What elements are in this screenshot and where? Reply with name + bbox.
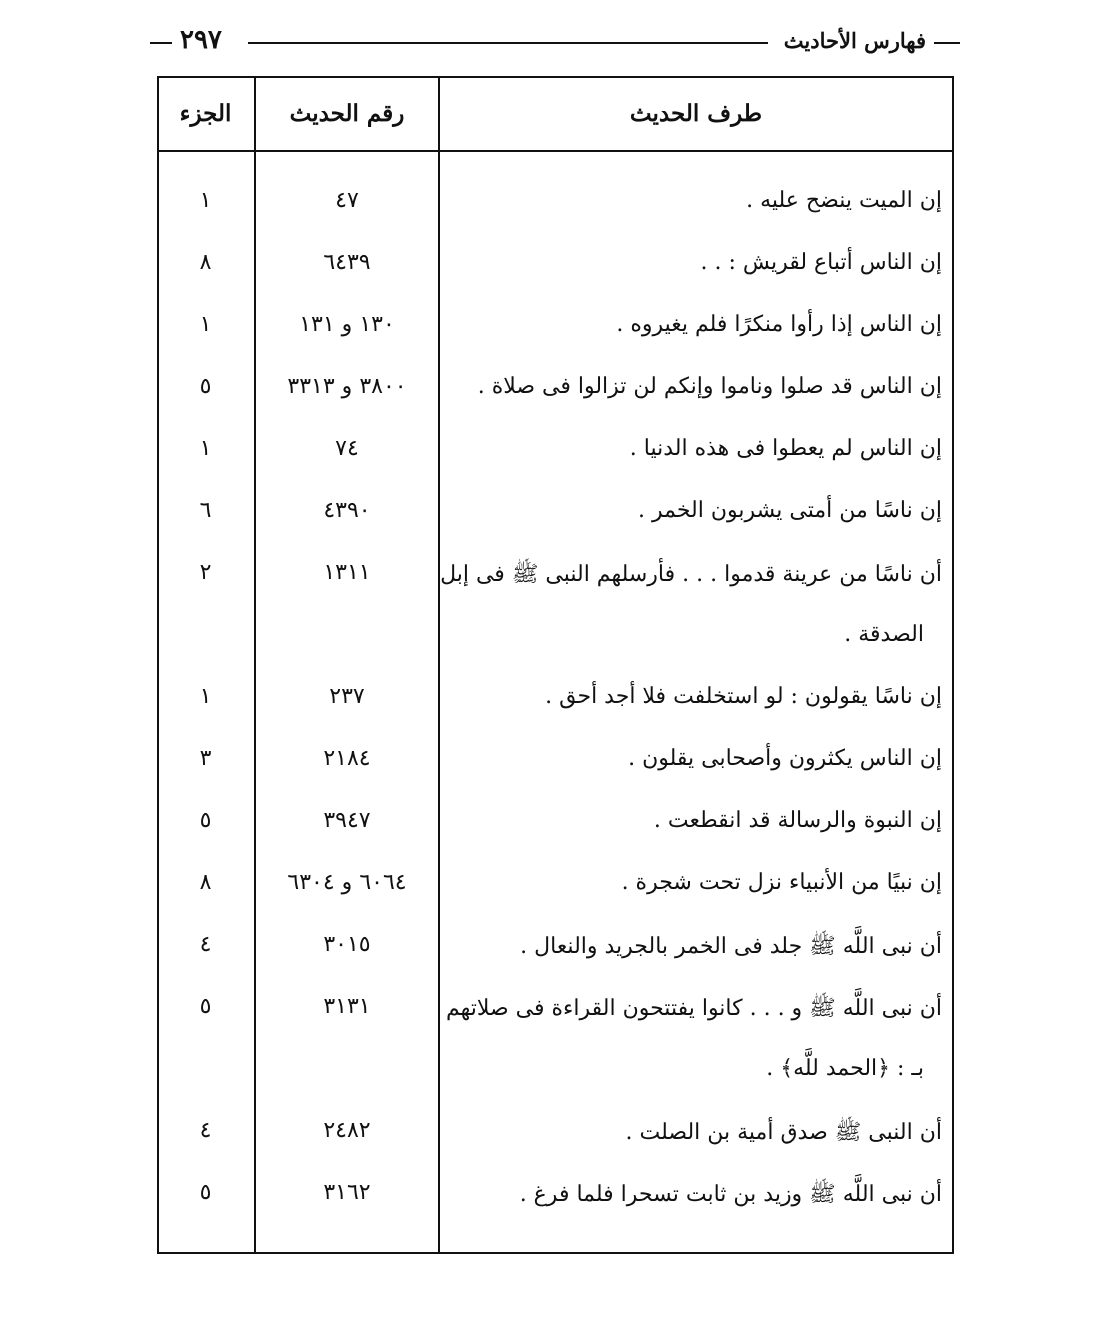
column-header-volume: الجزء xyxy=(179,100,232,127)
hadith-number: ١٣١١ xyxy=(323,560,371,585)
volume-number: ٣ xyxy=(199,746,212,771)
table-row xyxy=(159,622,952,662)
header-rule-left xyxy=(150,42,172,44)
volume-number: ٥ xyxy=(199,1180,212,1205)
hadith-text: إن ناسًا يقولون : لو استخلفت فلا أجد أحق . xyxy=(545,684,942,709)
table-row xyxy=(159,1180,952,1220)
volume-number: ٥ xyxy=(199,994,212,1019)
hadith-number: ٣٨٠٠ و ٣٣١٣ xyxy=(287,374,407,399)
table-row xyxy=(159,684,952,724)
table-row xyxy=(159,188,952,228)
header-rule-middle xyxy=(248,42,768,44)
hadith-text: أن نبى اللَّه ﷺ وزيد بن ثابت تسحرا فلما فرغ . xyxy=(519,1182,942,1207)
hadith-text: إن النبوة والرسالة قد انقطعت . xyxy=(653,808,942,833)
hadith-number: ٦٤٣٩ xyxy=(323,250,371,275)
volume-number: ٦ xyxy=(199,498,212,523)
hadith-text: إن ناسًا من أمتى يشربون الخمر . xyxy=(638,498,942,523)
table-row xyxy=(159,1118,952,1158)
table-row xyxy=(159,312,952,352)
volume-number: ٨ xyxy=(199,250,212,275)
table-row xyxy=(159,808,952,848)
hadith-text: أن ناسًا من عرينة قدموا . . . فأرسلهم النبى ﷺ فى إبل xyxy=(440,562,942,587)
hadith-text: إن الناس أتباع لقريش : . . xyxy=(700,250,942,275)
hadith-number: ٤٧ xyxy=(335,188,359,213)
volume-number: ٤ xyxy=(199,932,212,957)
header-divider xyxy=(159,150,952,152)
hadith-text: أن نبى اللَّه ﷺ جلد فى الخمر بالجريد والنعال . xyxy=(520,934,942,959)
volume-number: ٥ xyxy=(199,374,212,399)
hadith-number: ٢٣٧ xyxy=(329,684,365,709)
volume-number: ٤ xyxy=(199,1118,212,1143)
volume-number: ٢ xyxy=(199,560,212,585)
header-title: فهارس الأحاديث xyxy=(783,28,926,53)
hadith-text: إن الناس قد صلوا وناموا وإنكم لن تزالوا فى صلاة . xyxy=(477,374,942,399)
hadith-number: ٤٣٩٠ xyxy=(323,498,371,523)
table-row xyxy=(159,374,952,414)
column-header-number: رقم الحديث xyxy=(289,100,405,127)
table-row xyxy=(159,870,952,910)
table-row xyxy=(159,560,952,600)
hadith-text: الصدقة . xyxy=(844,622,924,647)
hadith-text: إن الناس يكثرون وأصحابى يقلون . xyxy=(628,746,942,771)
table-row xyxy=(159,250,952,290)
hadith-text: إن الناس لم يعطوا فى هذه الدنيا . xyxy=(629,436,942,461)
volume-number: ١ xyxy=(199,188,212,213)
hadith-text: إن الميت ينضح عليه . xyxy=(746,188,942,213)
hadith-text: إن الناس إذا رأوا منكرًا فلم يغيروه . xyxy=(616,312,942,337)
hadith-number: ٣١٦٢ xyxy=(323,1180,371,1205)
page-header xyxy=(150,22,960,62)
hadith-number: ٦٠٦٤ و ٦٣٠٤ xyxy=(287,870,407,895)
hadith-text: بـ : ﴿الحمد للَّه﴾ . xyxy=(766,1056,924,1081)
hadith-number: ٧٤ xyxy=(335,436,359,461)
hadith-number: ٣٠١٥ xyxy=(323,932,371,957)
volume-number: ٨ xyxy=(199,870,212,895)
hadith-number: ٢٤٨٢ xyxy=(323,1118,371,1143)
hadith-number: ١٣٠ و ١٣١ xyxy=(299,312,395,337)
volume-number: ١ xyxy=(199,684,212,709)
hadith-number: ٢١٨٤ xyxy=(323,746,371,771)
hadith-text: أن نبى اللَّه ﷺ و . . . كانوا يفتتحون القراءة فى صلاتهم xyxy=(445,996,942,1021)
hadith-number: ٣٩٤٧ xyxy=(323,808,371,833)
table-row xyxy=(159,932,952,972)
hadith-number: ٣١٣١ xyxy=(323,994,371,1019)
hadith-text: إن نبيًا من الأنبياء نزل تحت شجرة . xyxy=(621,870,942,895)
volume-number: ١ xyxy=(199,312,212,337)
header-rule-right xyxy=(934,42,960,44)
table-row xyxy=(159,994,952,1034)
hadith-index-table xyxy=(157,76,954,1254)
hadith-text: أن النبى ﷺ صدق أمية بن الصلت . xyxy=(625,1120,942,1145)
column-header-text: طرف الحديث xyxy=(629,100,763,127)
table-row xyxy=(159,498,952,538)
page-number: ٢٩٧ xyxy=(180,25,222,55)
volume-number: ١ xyxy=(199,436,212,461)
table-row xyxy=(159,746,952,786)
table-row xyxy=(159,436,952,476)
table-row xyxy=(159,1056,952,1096)
volume-number: ٥ xyxy=(199,808,212,833)
